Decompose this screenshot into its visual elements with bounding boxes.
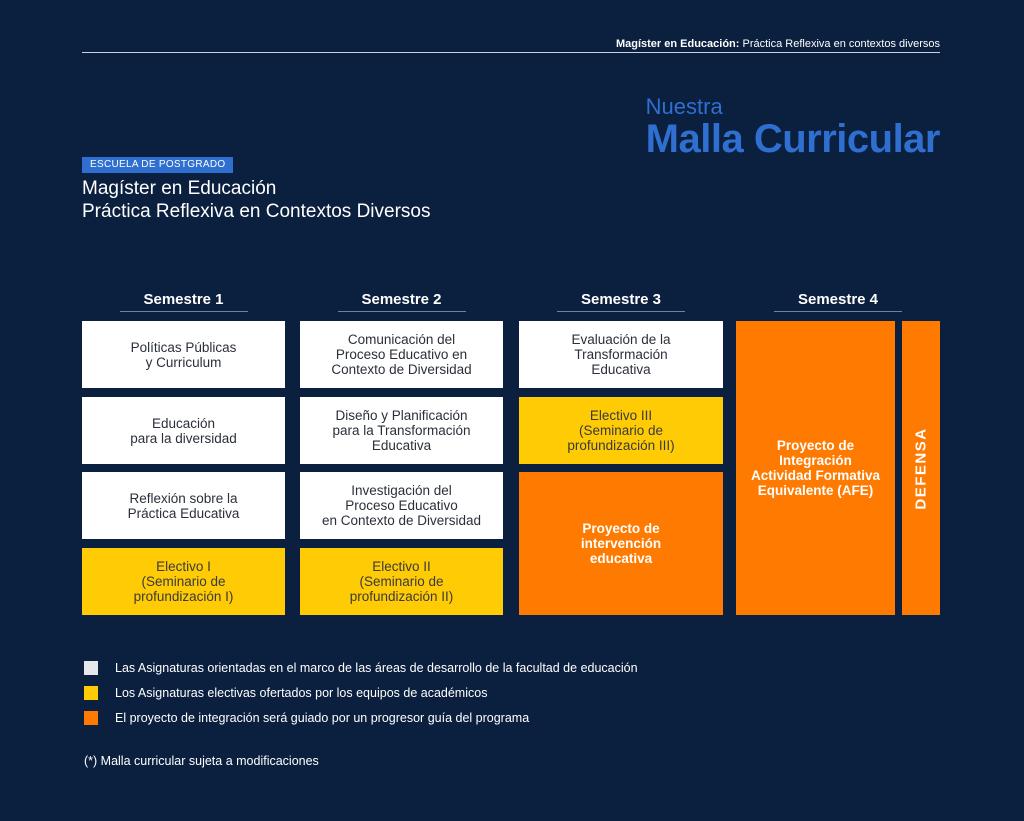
semester-4-heading [736, 290, 940, 312]
semester-2-heading [300, 290, 503, 312]
course-proyecto-intervencion: Proyecto de intervención educativa [519, 472, 723, 615]
course-defensa-label: DEFENSA [912, 426, 930, 510]
legend [84, 655, 638, 730]
course-proyecto-integracion: Proyecto de Integración Actividad Formativa Equivalente (AFE) [736, 321, 895, 615]
course-electivo-2: Electivo II (Seminario de profundización II) [300, 548, 503, 615]
legend-swatch-orange [84, 711, 98, 725]
legend-item-electives [84, 680, 638, 705]
program-title-line-1: Magíster en Educación [82, 178, 277, 199]
course-evaluacion-transformacion: Evaluación de la Transformación Educativa [519, 321, 723, 388]
legend-text-core: Las Asignaturas orientadas en el marco de las áreas de desarrollo de la facultad de educación [115, 660, 638, 675]
course-educacion-diversidad: Educación para la diversidad [82, 397, 285, 464]
header-bar [82, 36, 940, 53]
legend-swatch-white [84, 661, 98, 675]
brand-line-2: Malla Curricular [645, 117, 940, 161]
legend-text-project: El proyecto de integración será guiado por un progresor guía del programa [115, 710, 530, 725]
brand-title [646, 96, 940, 160]
legend-item-core [84, 655, 638, 680]
legend-item-project [84, 705, 638, 730]
course-politicas-publicas: Políticas Públicas y Curriculum [82, 321, 285, 388]
program-title [82, 177, 430, 223]
legend-swatch-yellow [84, 686, 98, 700]
brand-line-1: Nuestra [645, 94, 723, 119]
course-investigacion-proceso: Investigación del Proceso Educativo en Contexto de Diversidad [300, 472, 503, 539]
semester-3-heading [519, 290, 723, 312]
semester-2-label: Semestre 2 [361, 291, 442, 308]
footnote: (*) Malla curricular sujeta a modificaciones [84, 754, 319, 768]
school-badge: ESCUELA DE POSTGRADO [82, 157, 233, 173]
course-electivo-3: Electivo III (Seminario de profundización III) [519, 397, 723, 464]
course-electivo-1: Electivo I (Seminario de profundización I) [82, 548, 285, 615]
header-program-bold: Magíster en Educación: [615, 38, 740, 50]
course-diseno-planificacion: Diseño y Planificación para la Transformación Educativa [300, 397, 503, 464]
course-comunicacion-proceso: Comunicación del Proceso Educativo en Contexto de Diversidad [300, 321, 503, 388]
semester-1-heading [82, 290, 285, 312]
course-defensa [902, 321, 940, 615]
legend-text-electives: Los Asignaturas electivas ofertados por los equipos de académicos [115, 685, 488, 700]
program-title-line-2: Práctica Reflexiva en Contextos Diversos [82, 201, 431, 222]
semester-1-label: Semestre 1 [143, 291, 224, 308]
semester-3-label: Semestre 3 [580, 291, 662, 308]
header-program-rest: Práctica Reflexiva en contextos diversos [739, 38, 940, 50]
semester-4-label: Semestre 4 [797, 291, 879, 308]
course-reflexion-practica: Reflexión sobre la Práctica Educativa [82, 472, 285, 539]
